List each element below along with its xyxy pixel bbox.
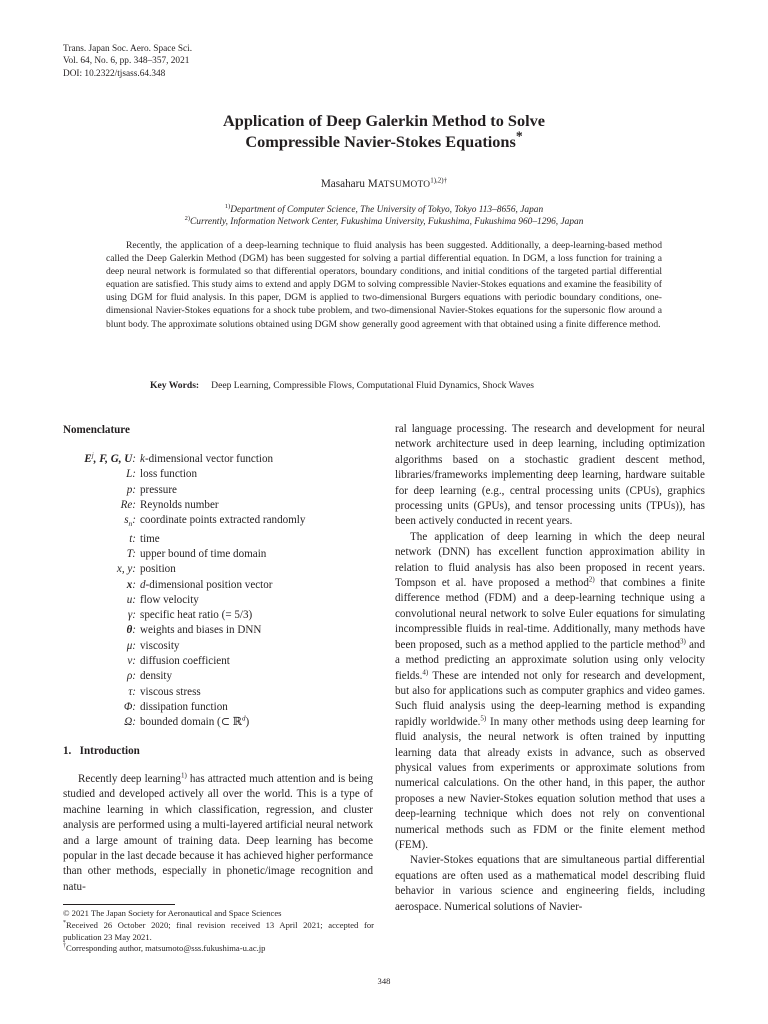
- right-paragraph-2: The application of deep learning in which the deep neural network (DNN) has excellent function approximation ability in relation to fluid analysis has also been proposed in recent years. Tompson et al. have proposed a method$^{2)}$ that combines a finite difference method (FDM) and a deep-learning technique using a convolutional neural network to solve Euler equations for simulating incompressible fluids in real-time. Additionally, many methods have been proposed, such as a method applied to the particle method$^{3)}$ and a method predicting an approximate solution using only velocity fields.$^{4)}$ These are intended not only for research and development, but also for applications such as computer graphics and video games. Such fluid analysis using the deep-learning method is expanding rapidly worldwide.$^{5)}$ In many other methods using deep learning for fluid analysis, the neural network is often trained by inputting learning data that already exists in advance, such as observed physical values from experiments or approximate solutions from numerical calculations. On the other hand, in this paper, the author proposes a new Navier-Stokes equation solution method that uses a deep-learning technique which does not rely on conventional numerical methods such as FDM or the finite element method (FEM).: [395, 530, 706, 851]
- corresponding-note: †Corresponding author, matsumoto@sss.fukushima-u.ac.jp: [63, 943, 266, 954]
- title-line-2: Compressible Navier-Stokes Equations*: [245, 128, 523, 151]
- nomenclature-row: ρ: density: [126, 670, 173, 683]
- received-note: *Received 26 October 2020; final revision received 13 April 2021; accepted for publication 23 May 2021.: [63, 919, 374, 942]
- author-line: Masaharu $MATSUMOTO^{1),2)\dagger}$: [320, 176, 448, 190]
- nomenclature-row: γ: specific heat ratio (= 5/3): [127, 609, 253, 622]
- journal-info: [63, 43, 192, 80]
- nomenclature-row: Ω: bounded domain (⊂ ℝ$^d$): [124, 714, 250, 729]
- copyright-note: © 2021 The Japan Society for Aeronautical and Space Sciences: [63, 908, 282, 918]
- nomenclature-row: $E^j$, F, G, U: k-dimensional vector function: [84, 451, 274, 465]
- nomenclature-row: t: time: [129, 532, 160, 545]
- nomenclature-row: ν: diffusion coefficient: [127, 655, 230, 668]
- affiliations: [0, 204, 768, 228]
- right-paragraph-1: ral language processing. The research and development for neural network architecture used in deep learning, including optimization algorithms based on a stochastic gradient descent method, libraries/frameworks implementing deep learning, hardware suitable for deep learning (e.g., central processing units (CPUs), graphics processing units (GPUs), and tensor processing units (TPUs)), has been actively conducted in recent years.: [395, 423, 705, 528]
- nomenclature-row: μ: viscosity: [126, 639, 180, 652]
- intro-left-column: [63, 772, 373, 895]
- keywords-text: Deep Learning, Compressible Flows, Computational Fluid Dynamics, Shock Waves: [211, 380, 534, 391]
- affiliation-1: $^{1)}$Department of Computer Science, The University of Tokyo, Tokyo 113–8656, Japan: [224, 202, 544, 215]
- author-marks: 1),2)†: [430, 176, 448, 185]
- footnote-rule: [63, 904, 175, 905]
- title-footnote-mark: *: [515, 128, 523, 144]
- paper-title: [0, 110, 768, 152]
- nomenclature-row: θ: weights and biases in DNN: [126, 624, 262, 637]
- right-paragraph-3: Navier-Stokes equations that are simultaneous partial differential equations are often used as a mathematical model describing fluid behavior in various science and engineering fields, including aerospace. Numerical solutions of Navier-: [395, 854, 705, 913]
- nomenclature-row: Re: Reynolds number: [120, 498, 219, 511]
- nomenclature-row: x: d-dimensional position vector: [126, 578, 273, 591]
- intro-heading: 1. Introduction: [63, 745, 140, 757]
- keywords-label: Key Words:: [150, 380, 200, 391]
- nomenclature-row: p: pressure: [126, 483, 177, 496]
- nomenclature-row: Φ: dissipation function: [123, 700, 228, 713]
- abstract: Recently, the application of a deep-learning technique to fluid analysis has been suggested. Additionally, a deep-learning-based method called the Deep Galerkin Method (DGM) has been suggested for solving a partial differential equation. In DGM, a loss function for training a deep neural network is formulated so that differential operators, boundary conditions, and initial conditions of the targeted partial differential equation are satisfied. This study aims to extend and apply DGM to solving compressible Navier-Stokes equations and examine the feasibility of using DGM for fluid analysis. In this paper, DGM is applied to two-dimensional Burgers equations with periodic boundary conditions, one-dimensional Navier-Stokes equations for a shock tube problem, and two-dimensional Navier-Stokes equations for the supersonic flow around a blunt body. The approximate solutions obtained using DGM show generally good agreement with that obtained using a finite difference method.: [106, 240, 662, 330]
- nomenclature-row: L: loss function: [126, 468, 198, 481]
- nomenclature-heading: Nomenclature: [63, 424, 130, 436]
- right-column: [395, 422, 705, 915]
- nomenclature-row: τ: viscous stress: [128, 685, 201, 698]
- nomenclature-row: u: flow velocity: [126, 593, 199, 606]
- journal-name: Trans. Japan Soc. Aero. Space Sci.: [63, 44, 193, 54]
- nomenclature-list: [63, 452, 383, 731]
- journal-doi: DOI: 10.2322/tjsass.64.348: [63, 68, 166, 79]
- nomenclature-row: x, y: position: [116, 563, 176, 576]
- nomenclature-row: T: upper bound of time domain: [126, 548, 267, 560]
- intro-paragraph: Recently deep learning$^{1)}$ has attracted much attention and is being studied and developed actively all over the world. This is a type of machine learning in which classification, regression, and cluster analysis are performed using a multi-layered artificial neural network and a large amount of training data. Deep learning has become popular in the last decade because it has achieved higher performance than other methods, especially in phonetic/image recognition and natu-: [63, 771, 374, 893]
- page-number: 348: [377, 976, 391, 986]
- affiliation-2: $^{2)}$Currently, Information Network Center, Fukushima University, Fukushima, Fukushima 960–1296, Japan: [184, 214, 584, 227]
- title-line-1: Application of Deep Galerkin Method to Solve: [223, 111, 545, 130]
- journal-volume: Vol. 64, No. 6, pp. 348–357, 2021: [63, 56, 190, 67]
- nomenclature-row: $s_n$: coordinate points extracted randomly: [124, 514, 306, 529]
- keywords: [150, 380, 534, 391]
- footnotes: [63, 908, 374, 955]
